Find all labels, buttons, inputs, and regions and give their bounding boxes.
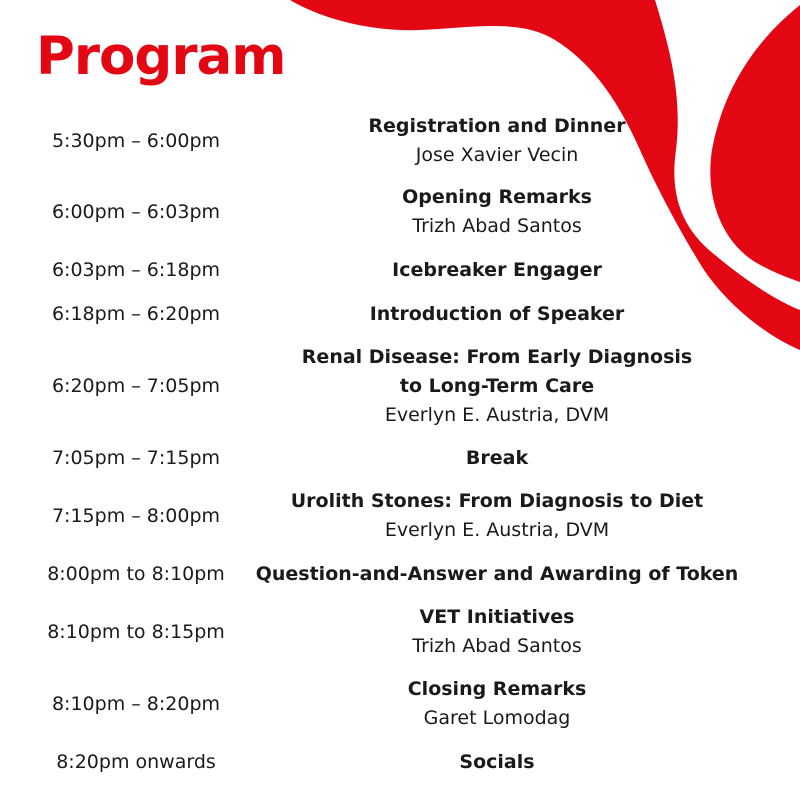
session-time: 8:00pm to 8:10pm [47,563,225,585]
session-time: 8:10pm – 8:20pm [51,693,221,715]
session-details [247,603,747,661]
session-time: 5:30pm – 6:00pm [51,130,221,152]
session-speaker: Trizh Abad Santos [412,635,582,657]
session-details [247,112,747,170]
session-details [247,560,747,589]
session-speaker: Jose Xavier Vecin [415,144,579,166]
session-time: 7:15pm – 8:00pm [51,505,221,527]
session-title: Renal Disease: From Early Diagnosis [301,345,693,368]
session-time: 6:18pm – 6:20pm [51,303,221,325]
session-time: 8:20pm onwards [56,751,216,773]
session-details [247,675,747,733]
session-details [247,256,747,285]
session-details [247,300,747,329]
session-time: 6:03pm – 6:18pm [51,259,221,281]
session-title: Urolith Stones: From Diagnosis to Diet [290,490,704,512]
session-speaker: Everlyn E. Austria, DVM [384,519,610,541]
session-speaker: Trizh Abad Santos [412,215,582,237]
session-title: Introduction of Speaker [369,302,625,325]
session-title: to Long-Term Care [399,374,595,397]
session-details [247,487,747,545]
session-speaker: Garet Lomodag [423,707,571,729]
page-title: Program [36,26,286,87]
session-details [247,343,747,430]
session-title: Break [465,446,529,469]
session-title: Closing Remarks [407,678,587,700]
session-title: Question-and-Answer and Awarding of Token [255,562,739,585]
session-time: 8:10pm to 8:15pm [47,621,225,643]
session-details [247,444,747,473]
session-title: Icebreaker Engager [392,258,602,281]
session-time: 7:05pm – 7:15pm [51,447,221,469]
session-title: VET Initiatives [419,606,575,628]
session-time: 6:20pm – 7:05pm [51,375,221,397]
session-title: Registration and Dinner [368,115,626,137]
session-details [247,748,747,777]
session-speaker: Everlyn E. Austria, DVM [384,403,610,426]
session-title: Opening Remarks [402,186,592,208]
session-details [247,183,747,241]
session-time: 6:00pm – 6:03pm [51,201,221,223]
session-title: Socials [459,750,535,773]
